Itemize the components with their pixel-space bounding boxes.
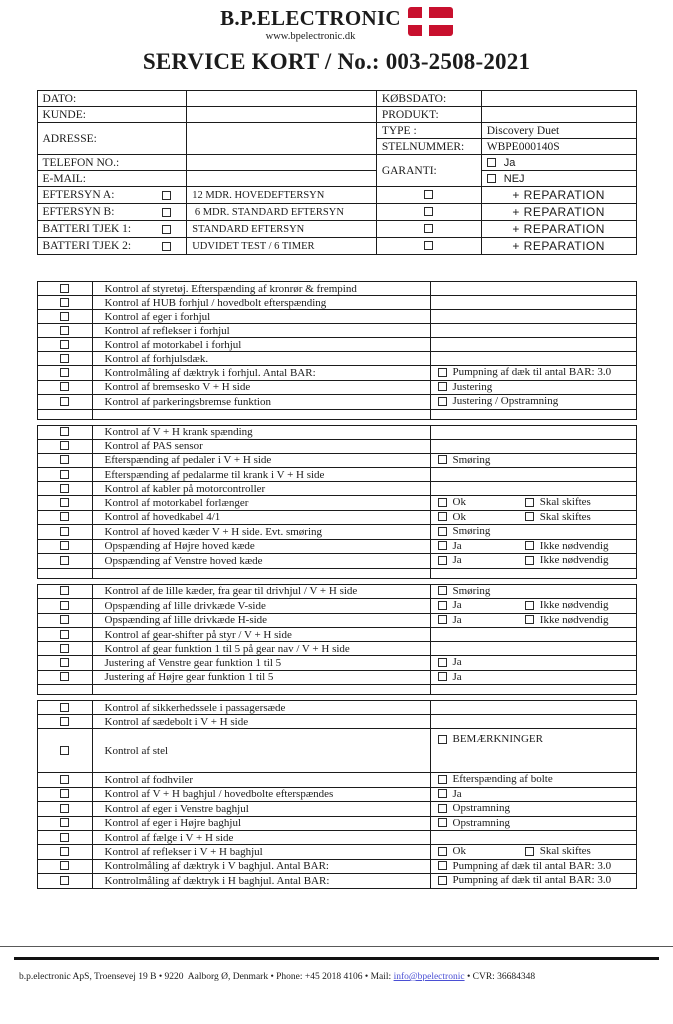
section-spacer-row	[37, 685, 636, 695]
checklist-section	[37, 281, 637, 420]
option	[438, 656, 462, 668]
table-row	[37, 155, 636, 171]
check-row	[37, 656, 636, 671]
checkbox[interactable]	[438, 498, 447, 507]
check-row	[37, 468, 636, 482]
option-label: Ja	[452, 656, 462, 669]
checkbox[interactable]	[525, 556, 534, 565]
checkbox[interactable]	[438, 512, 447, 521]
checkbox[interactable]	[60, 484, 69, 493]
flag-cross-vertical	[422, 7, 429, 36]
checkbox[interactable]	[438, 861, 447, 870]
option-label: Ikke nødvendig	[539, 599, 609, 612]
check-row-description: Efterspænding af pedaler i V + H side	[104, 454, 272, 467]
checkbox[interactable]	[60, 586, 69, 595]
option-label: Ja	[452, 613, 462, 626]
checkbox[interactable]	[438, 789, 447, 798]
checkbox[interactable]	[60, 847, 69, 856]
check-row	[37, 802, 636, 817]
checkbox[interactable]	[438, 527, 447, 536]
check-row-description: Kontrol af hovedkabel 4/1	[104, 511, 221, 524]
check-row	[37, 510, 636, 525]
check-row-description: Kontrol af gear-shifter på styr / V + H side	[104, 628, 292, 641]
company-website: www.bpelectronic.dk	[265, 31, 356, 43]
check-row-description: Kontrol af de lille kæder, fra gear til drivhjul / V + H side	[104, 585, 358, 598]
option	[438, 525, 491, 537]
checkbox[interactable]	[487, 174, 496, 183]
checkbox[interactable]	[162, 191, 171, 200]
check-row	[37, 395, 636, 410]
checklist-section	[37, 584, 637, 696]
telefon-value	[187, 155, 377, 171]
option-label: Ikke nødvendig	[539, 539, 609, 552]
customer-info-table	[37, 90, 637, 255]
table-row	[37, 123, 636, 139]
check-row-description: Kontrol af fælge i V + H side	[104, 831, 234, 844]
checklist-section	[37, 700, 637, 889]
option-label: Ok	[452, 510, 466, 523]
garanti-label: GARANTI:	[376, 155, 481, 187]
option-label: Smøring	[452, 584, 491, 597]
check-row-description: Kontrol af motorkabel forlænger	[104, 496, 249, 509]
produkt-label: PRODUKT:	[376, 107, 481, 123]
batteri-tjek-2-description: UDVIDET TEST / 6 TIMER	[187, 238, 377, 255]
batteri-tjek-1-description: STANDARD EFTERSYN	[187, 221, 377, 238]
garanti-option-nej	[487, 173, 631, 185]
check-row	[37, 628, 636, 642]
check-row-description: Kontrol af V + H baghjul / hovedbolte efterspændes	[104, 788, 334, 801]
checkbox[interactable]	[60, 746, 69, 755]
check-row	[37, 439, 636, 453]
checkbox[interactable]	[60, 833, 69, 842]
option	[438, 802, 510, 814]
checkbox[interactable]	[525, 847, 534, 856]
checkbox[interactable]	[162, 208, 171, 217]
option-label: Pumpning af dæk til antal BAR: 3.0	[452, 859, 612, 872]
option-label: Ok	[452, 496, 466, 509]
flag-cross-horizontal	[408, 18, 453, 25]
reparation-label: + REPARATION	[481, 204, 636, 221]
table-row	[37, 171, 636, 187]
check-row	[37, 338, 636, 352]
option-label: Ja	[452, 554, 462, 567]
adresse-label: ADRESSE:	[37, 123, 187, 155]
option	[438, 874, 612, 886]
check-row-description: Kontrol af gear funktion 1 til 5 på gear nav / V + H side	[104, 642, 350, 655]
footer-rule-thick	[14, 957, 659, 960]
check-row-description: Kontrol af HUB forhjul / hovedbolt efterspænding	[104, 296, 327, 309]
checklist-section	[37, 425, 637, 579]
checkbox[interactable]	[60, 717, 69, 726]
checkbox[interactable]	[438, 876, 447, 885]
checkbox[interactable]	[60, 326, 69, 335]
option	[438, 671, 462, 683]
checkbox[interactable]	[60, 789, 69, 798]
eftersyn-a-description: 12 MDR. HOVEDEFTERSYN	[187, 187, 377, 204]
checkbox[interactable]	[60, 382, 69, 391]
check-row	[37, 310, 636, 324]
check-row	[37, 831, 636, 845]
checkbox[interactable]	[438, 541, 447, 550]
check-row-description: Kontrol af eger i forhjul	[104, 310, 211, 323]
check-row	[37, 773, 636, 788]
check-row	[37, 282, 636, 296]
option	[438, 788, 462, 800]
option-label: Ja	[452, 787, 462, 800]
checkbox[interactable]	[525, 512, 534, 521]
option-label: Efterspænding af bolte	[452, 773, 553, 786]
option	[438, 496, 525, 508]
checkbox[interactable]	[60, 703, 69, 712]
checkbox[interactable]	[438, 556, 447, 565]
email-label: E-MAIL:	[37, 171, 187, 187]
option	[438, 733, 543, 745]
check-row	[37, 496, 636, 511]
check-row-description: Kontrolmåling af dæktryk i H baghjul. Antal BAR:	[104, 874, 330, 887]
table-row	[37, 221, 636, 238]
checkbox[interactable]	[438, 847, 447, 856]
stelnummer-label: STELNUMMER:	[376, 139, 481, 155]
checkbox[interactable]	[60, 455, 69, 464]
option-label: Opstramning	[452, 816, 510, 829]
check-row	[37, 425, 636, 439]
option-label: Skal skiftes	[539, 496, 591, 509]
check-row	[37, 715, 636, 729]
stelnummer-value: WBPE000140S	[481, 139, 636, 155]
check-row-description: Kontrol af parkeringsbremse funktion	[104, 395, 271, 408]
produkt-value	[481, 107, 636, 123]
check-row	[37, 845, 636, 860]
check-row	[37, 670, 636, 685]
checkbox[interactable]	[60, 861, 69, 870]
option	[525, 496, 591, 508]
reparation-label: + REPARATION	[481, 187, 636, 204]
check-row-description: Kontrolmåling af dæktryk i V baghjul. Antal BAR:	[104, 860, 329, 873]
checkbox[interactable]	[60, 498, 69, 507]
option	[438, 454, 491, 466]
table-row	[37, 187, 636, 204]
option	[525, 845, 591, 857]
checkbox[interactable]	[424, 241, 433, 250]
checkbox[interactable]	[60, 556, 69, 565]
option-label: Skal skiftes	[539, 845, 591, 858]
type-value: Discovery Duet	[481, 123, 636, 139]
check-row	[37, 584, 636, 599]
checkbox[interactable]	[424, 224, 433, 233]
option-label: Pumpning af dæk til antal BAR: 3.0	[452, 366, 612, 379]
kunde-label: KUNDE:	[37, 107, 187, 123]
checkbox[interactable]	[438, 775, 447, 784]
checkbox[interactable]	[487, 158, 496, 167]
check-row-description: Kontrol af sikkerhedssele i passagersæde	[104, 701, 286, 714]
checkbox[interactable]	[60, 644, 69, 653]
option-label: Ikke nødvendig	[539, 613, 609, 626]
checkbox[interactable]	[60, 672, 69, 681]
table-row	[37, 107, 636, 123]
footer-address: b.p.electronic ApS, Troensevej 19 B • 9220 Aalborg Ø, Denmark • Phone: +45 2018 4106 • Mail:	[19, 972, 394, 982]
checkbox[interactable]	[438, 455, 447, 464]
checkbox[interactable]	[525, 541, 534, 550]
eftersyn-b-description: 6 MDR. STANDARD EFTERSYN	[187, 204, 377, 221]
option	[438, 773, 553, 785]
option-label: Smøring	[452, 453, 491, 466]
option-label: Ja	[452, 670, 462, 683]
check-row-description: Kontrol af styretøj. Efterspænding af kronrør & frempind	[104, 282, 357, 295]
checkbox[interactable]	[438, 804, 447, 813]
option	[438, 860, 612, 872]
check-row	[37, 787, 636, 802]
option	[438, 845, 525, 857]
telefon-label: TELEFON NO.:	[37, 155, 187, 171]
danish-flag-icon	[408, 7, 453, 36]
check-row-description: Kontrol af bremsesko V + H side	[104, 381, 251, 394]
checkbox[interactable]	[60, 876, 69, 885]
reparation-label: + REPARATION	[481, 221, 636, 238]
checkbox[interactable]	[438, 382, 447, 391]
check-row	[37, 816, 636, 831]
garanti-nej-label: NEJ	[503, 172, 525, 185]
option	[438, 395, 559, 407]
company-name: B.P.ELECTRONIC	[220, 6, 401, 30]
checkbox[interactable]	[60, 427, 69, 436]
checkbox[interactable]	[60, 284, 69, 293]
check-row-description: Justering af Højre gear funktion 1 til 5	[104, 671, 274, 684]
checkbox[interactable]	[424, 190, 433, 199]
checkbox[interactable]	[60, 312, 69, 321]
check-row-description: Kontrol af reflekser i forhjul	[104, 324, 230, 337]
checkbox[interactable]	[525, 498, 534, 507]
check-row-description: Opspænding af Højre hoved kæde	[104, 540, 255, 553]
adresse-value	[187, 123, 377, 155]
checkbox[interactable]	[60, 818, 69, 827]
table-row	[37, 204, 636, 221]
checkbox[interactable]	[438, 368, 447, 377]
check-row	[37, 859, 636, 874]
company-logo	[220, 6, 453, 42]
check-row-description: Kontrol af PAS sensor	[104, 440, 203, 453]
garanti-ja-label: Ja	[503, 156, 516, 169]
option-label: Ikke nødvendig	[539, 554, 609, 567]
option	[525, 554, 609, 566]
check-row	[37, 613, 636, 628]
option-label: BEMÆRKNINGER	[452, 733, 543, 746]
check-row-description: Kontrol af fodhviler	[104, 773, 194, 786]
check-row	[37, 380, 636, 395]
checkbox[interactable]	[60, 615, 69, 624]
checkbox[interactable]	[60, 804, 69, 813]
check-row-description: Kontrol af stel	[104, 744, 169, 757]
check-row	[37, 324, 636, 338]
checkbox[interactable]	[60, 601, 69, 610]
option	[525, 540, 609, 552]
check-row-description: Efterspænding af pedalarme til krank i V + H side	[104, 468, 325, 481]
checkbox[interactable]	[438, 658, 447, 667]
check-row	[37, 539, 636, 554]
check-row-description: Kontrol af eger i Højre baghjul	[104, 817, 242, 830]
checkbox[interactable]	[438, 818, 447, 827]
option	[438, 381, 493, 393]
footer-cvr: • CVR: 36684348	[464, 972, 536, 982]
check-row	[37, 525, 636, 540]
option	[438, 614, 525, 626]
batteri-tjek-2-label: BATTERI TJEK 2:	[42, 240, 132, 253]
option	[438, 599, 525, 611]
reparation-label: + REPARATION	[481, 238, 636, 255]
check-row	[37, 366, 636, 381]
kunde-value	[187, 107, 377, 123]
option	[525, 599, 609, 611]
checkbox[interactable]	[162, 242, 171, 251]
option	[438, 540, 525, 552]
checkbox[interactable]	[60, 512, 69, 521]
check-row-description: Kontrol af kabler på motorcontroller	[104, 482, 266, 495]
option-label: Ja	[452, 599, 462, 612]
eftersyn-a-label: EFTERSYN A:	[42, 189, 115, 202]
kobsdato-label: KØBSDATO:	[376, 91, 481, 107]
check-row	[37, 453, 636, 468]
checkbox[interactable]	[60, 775, 69, 784]
check-row-description: Kontrol af sædebolt i V + H side	[104, 715, 249, 728]
check-row-description: Kontrol af forhjulsdæk.	[104, 352, 209, 365]
option	[438, 554, 525, 566]
option-label: Skal skiftes	[539, 510, 591, 523]
check-row-description: Kontrolmåling af dæktryk i forhjul. Antal BAR:	[104, 366, 316, 379]
check-row	[37, 729, 636, 773]
eftersyn-b-label: EFTERSYN B:	[42, 206, 115, 219]
checkbox[interactable]	[438, 672, 447, 681]
checkbox[interactable]	[438, 735, 447, 744]
option	[525, 614, 609, 626]
page-title: SERVICE KORT / No.: 003-2508-2021	[142, 49, 531, 75]
check-row	[37, 599, 636, 614]
option-label: Smøring	[452, 525, 491, 538]
check-row	[37, 642, 636, 656]
document-footer	[0, 946, 673, 982]
kobsdato-value	[481, 91, 636, 107]
checkbox[interactable]	[60, 368, 69, 377]
check-row-description: Kontrol af eger i Venstre baghjul	[104, 802, 249, 815]
email-value	[187, 171, 377, 187]
check-row-description: Opspænding af Venstre hoved kæde	[104, 554, 263, 567]
checkbox[interactable]	[525, 601, 534, 610]
checkbox[interactable]	[60, 441, 69, 450]
checkbox[interactable]	[60, 298, 69, 307]
option	[438, 817, 510, 829]
check-row-description: Kontrol af motorkabel i forhjul	[104, 338, 242, 351]
check-row-description: Kontrol af reflekser i V + H baghjul	[104, 845, 263, 858]
check-row-description: Kontrol af V + H krank spænding	[104, 426, 253, 439]
dato-value	[187, 91, 377, 107]
footer-text	[19, 972, 673, 982]
option	[438, 585, 491, 597]
option-label: Opstramning	[452, 802, 510, 815]
check-row-description: Justering af Venstre gear funktion 1 til 5	[104, 656, 282, 669]
checkbox[interactable]	[424, 207, 433, 216]
checkbox[interactable]	[60, 658, 69, 667]
checkbox[interactable]	[60, 397, 69, 406]
table-row	[37, 238, 636, 255]
check-row	[37, 482, 636, 496]
checkbox[interactable]	[438, 397, 447, 406]
checkbox[interactable]	[60, 630, 69, 639]
check-row	[37, 701, 636, 715]
checkbox[interactable]	[60, 354, 69, 363]
checkbox[interactable]	[438, 586, 447, 595]
checkbox[interactable]	[60, 541, 69, 550]
footer-rule-thin	[0, 946, 673, 947]
checkbox[interactable]	[438, 615, 447, 624]
checkbox[interactable]	[60, 340, 69, 349]
check-row	[37, 352, 636, 366]
option	[525, 511, 591, 523]
section-spacer-row	[37, 568, 636, 578]
option	[438, 366, 612, 378]
table-row	[37, 91, 636, 107]
checkbox[interactable]	[525, 615, 534, 624]
option-label: Pumpning af dæk til antal BAR: 3.0	[452, 874, 612, 887]
option-label: Ok	[452, 845, 466, 858]
checklist	[0, 281, 673, 889]
option-label: Ja	[452, 539, 462, 552]
check-row-description: Opspænding af lille drivkæde V-side	[104, 599, 266, 612]
garanti-option-ja	[487, 157, 631, 169]
mail-link[interactable]: info@bpelectronic	[393, 972, 465, 982]
type-label: TYPE :	[376, 123, 481, 139]
batteri-tjek-1-label: BATTERI TJEK 1:	[42, 223, 132, 236]
dato-label: DATO:	[37, 91, 187, 107]
option-label: Justering	[452, 380, 493, 393]
check-row-description: Opspænding af lille drivkæde H-side	[104, 614, 268, 627]
checkbox[interactable]	[60, 527, 69, 536]
document-header	[0, 0, 673, 75]
checkbox[interactable]	[162, 225, 171, 234]
section-spacer-row	[37, 409, 636, 419]
check-row	[37, 554, 636, 569]
check-row-description: Kontrol af hoved kæder V + H side. Evt. smøring	[104, 525, 323, 538]
checkbox[interactable]	[60, 470, 69, 479]
option-label: Justering / Opstramning	[452, 395, 559, 408]
check-row	[37, 296, 636, 310]
checkbox[interactable]	[438, 601, 447, 610]
check-row	[37, 874, 636, 889]
option	[438, 511, 525, 523]
